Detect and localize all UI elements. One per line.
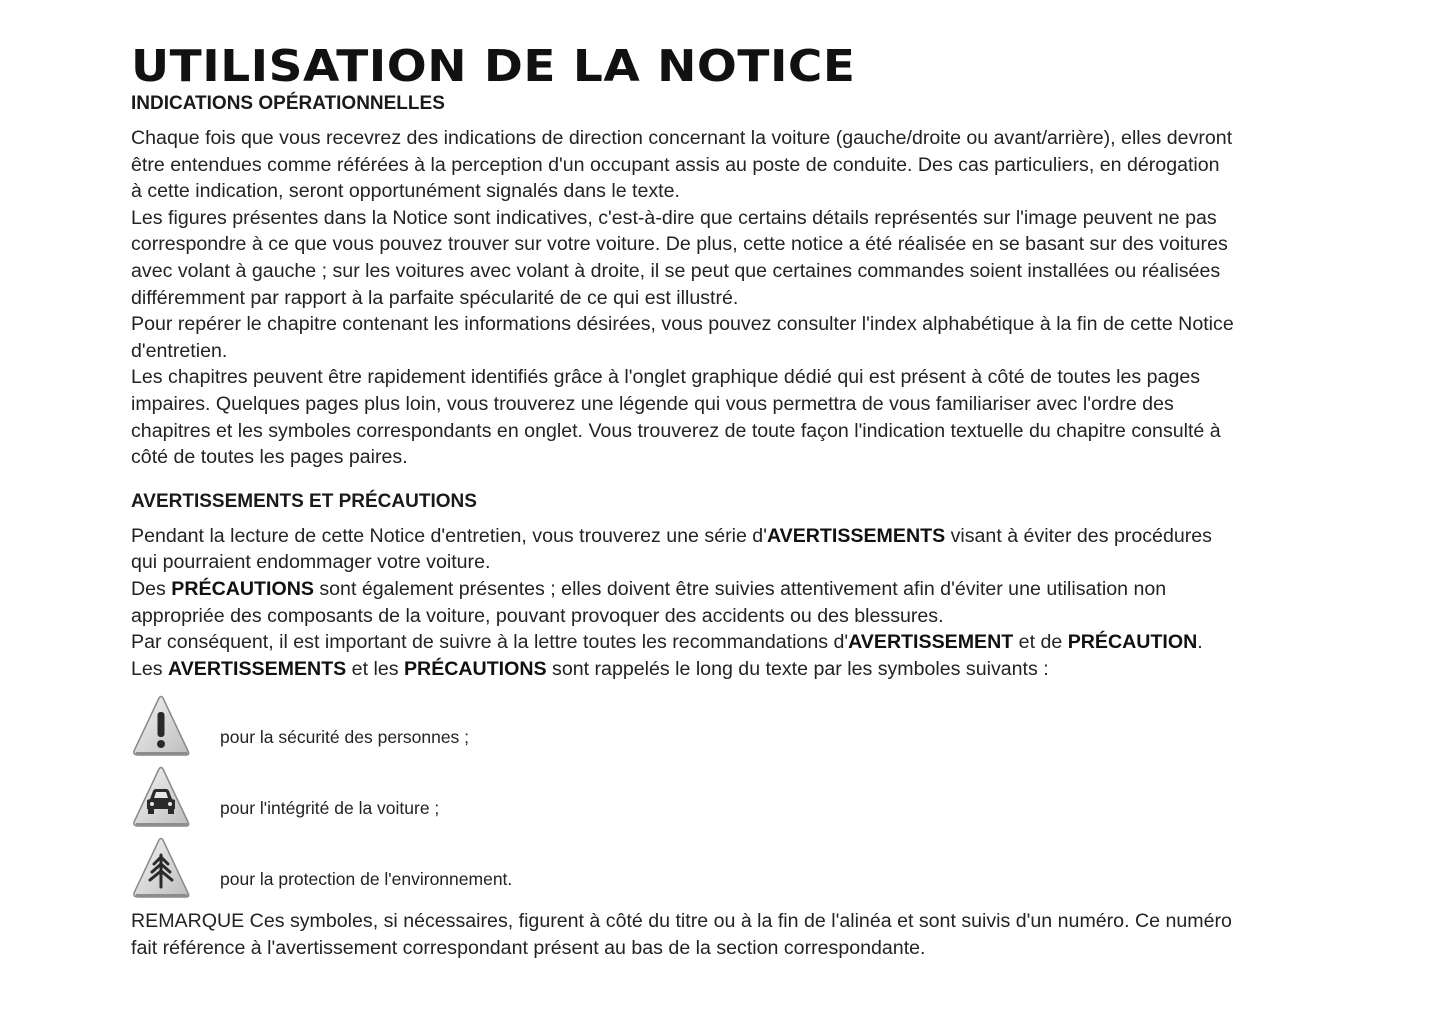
bold-term: PRÉCAUTIONS bbox=[171, 577, 314, 600]
text-span: . bbox=[1197, 631, 1203, 654]
text-line: appropriée des composants de la voiture, pouvant provoquer des accidents ou des blessures. bbox=[131, 604, 944, 627]
text-line: REMARQUE Ces symboles, si nécessaires, figurent à côté du titre ou à la fin de l'alinéa et sont suivis d'un numéro. Ce numéro bbox=[131, 910, 1232, 933]
bold-term: AVERTISSEMENTS bbox=[168, 657, 347, 680]
page-title: UTILISATION DE LA NOTICE bbox=[131, 41, 856, 92]
text-span: et les bbox=[346, 657, 404, 680]
text-span: sont également présentes ; elles doivent être suivies attentivement afin d'éviter une utilisation non bbox=[313, 577, 1167, 600]
remark-note bbox=[131, 908, 1331, 961]
text-span: Des bbox=[131, 577, 172, 600]
text-line: à cette indication, seront opportunément signalés dans le texte. bbox=[131, 180, 680, 203]
symbol-label: pour la protection de l'environnement. bbox=[220, 868, 513, 889]
text-span: sont rappelés le long du texte par les symboles suivants : bbox=[546, 657, 1049, 680]
text-line bbox=[131, 523, 1331, 550]
text-line: côté de toutes les pages paires. bbox=[131, 446, 408, 469]
warning-exclamation-icon bbox=[131, 695, 191, 759]
symbol-row-environment bbox=[131, 833, 1331, 904]
text-line: avec volant à gauche ; sur les voitures avec volant à droite, il se peut que certaines commandes soient installées ou réalisées bbox=[131, 259, 1221, 282]
section-heading-operational: INDICATIONS OPÉRATIONNELLES bbox=[131, 93, 445, 114]
text-span: Les bbox=[131, 657, 169, 680]
bold-term: PRÉCAUTION bbox=[1067, 631, 1198, 654]
car-icon bbox=[131, 766, 191, 830]
text-line: qui pourraient endommager votre voiture. bbox=[131, 551, 491, 574]
symbol-row-safety bbox=[131, 691, 1331, 762]
text-line: Les chapitres peuvent être rapidement identifiés grâce à l'onglet graphique dédié qui est présent à côté de toutes les pages bbox=[131, 366, 1201, 389]
text-line bbox=[131, 576, 1331, 603]
text-span: Par conséquent, il est important de suivre à la lettre toutes les recommandations d' bbox=[131, 631, 849, 654]
symbol-label: pour l'intégrité de la voiture ; bbox=[220, 797, 440, 818]
symbol-row-car bbox=[131, 762, 1331, 833]
text-line: fait référence à l'avertissement correspondant présent au bas de la section correspondante. bbox=[131, 936, 926, 959]
bold-term: AVERTISSEMENT bbox=[848, 631, 1014, 654]
text-span: et de bbox=[1013, 631, 1068, 654]
text-line: Chaque fois que vous recevrez des indications de direction concernant la voiture (gauche/droite ou avant/arrière), elles devront bbox=[131, 127, 1233, 149]
operational-text bbox=[131, 125, 1331, 471]
text-line bbox=[131, 629, 1331, 656]
text-line bbox=[131, 656, 1331, 683]
text-span: visant à éviter des procédures bbox=[945, 524, 1212, 547]
tree-environment-icon bbox=[131, 837, 191, 901]
text-line: impaires. Quelques pages plus loin, vous trouverez une légende qui vous permettra de vous familiariser avec l'ordre des bbox=[131, 392, 1174, 415]
bold-term: PRÉCAUTIONS bbox=[403, 657, 547, 680]
text-line: être entendues comme référées à la perception d'un occupant assis au poste de conduite. Des cas particuliers, en dérogation bbox=[131, 153, 1220, 176]
text-line: d'entretien. bbox=[131, 339, 228, 362]
symbol-legend bbox=[131, 691, 1331, 904]
warnings-text bbox=[131, 523, 1331, 683]
text-span: Pendant la lecture de cette Notice d'entretien, vous trouverez une série d' bbox=[131, 524, 767, 547]
text-line: différemment par rapport à la parfaite spécularité de ce qui est illustré. bbox=[131, 286, 739, 309]
text-line: chapitres et les symboles correspondants en onglet. Vous trouverez de toute façon l'indication textuelle du chapitre consulté à bbox=[131, 419, 1221, 442]
symbol-label: pour la sécurité des personnes ; bbox=[220, 726, 470, 747]
text-line: correspondre à ce que vous pouvez trouver sur votre voiture. De plus, cette notice a été réalisée en se basant sur des voitures bbox=[131, 233, 1228, 256]
text-line: Pour repérer le chapitre contenant les informations désirées, vous pouvez consulter l'index alphabétique à la fin de cette Notice bbox=[131, 313, 1234, 336]
text-line: Les figures présentes dans la Notice sont indicatives, c'est-à-dire que certains détails représentés sur l'image peuvent ne pas bbox=[131, 206, 1217, 229]
bold-term: AVERTISSEMENTS bbox=[766, 524, 946, 547]
manual-page bbox=[131, 41, 1331, 961]
section-heading-warnings: AVERTISSEMENTS ET PRÉCAUTIONS bbox=[131, 490, 477, 512]
